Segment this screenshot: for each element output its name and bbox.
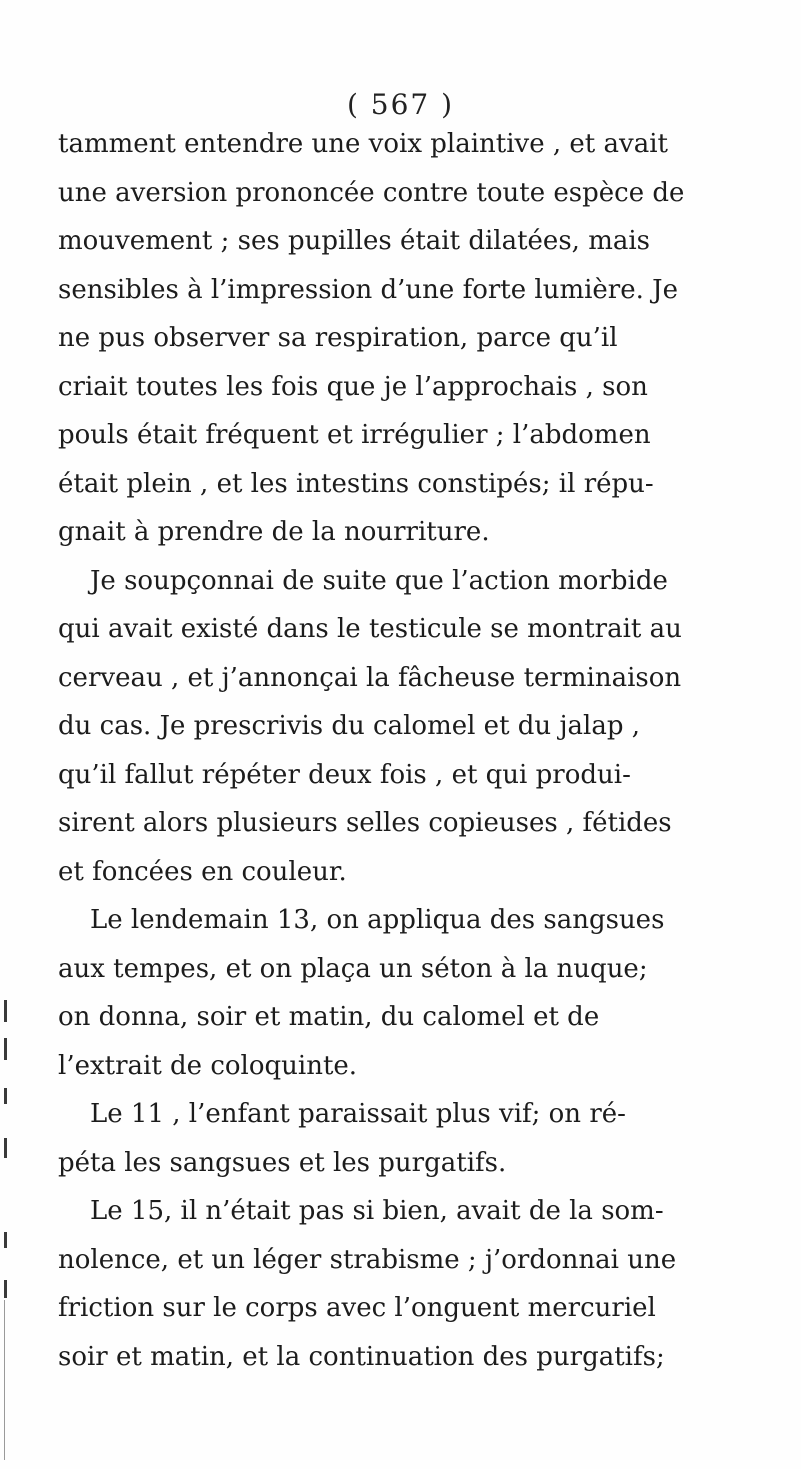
- text-line: gnait à prendre de la nourriture.: [58, 517, 490, 547]
- text-line: du cas. Je prescrivis du calomel et du jalap ,: [58, 711, 640, 741]
- text-line: friction sur le corps avec l’onguent mercuriel: [58, 1293, 656, 1323]
- text-line: sensibles à l’impression d’une forte lumière. Je: [58, 274, 678, 305]
- text-line: pouls était fréquent et irrégulier ; l’abdomen: [58, 420, 651, 450]
- page-edge-mark: [4, 1300, 5, 1460]
- body-text: [58, 120, 768, 1381]
- page-edge-mark: [4, 1280, 7, 1298]
- page-edge-mark: [4, 1138, 7, 1158]
- paragraph-start-line: Le 15, il n’était pas si bien, avait de la som-: [90, 1196, 664, 1226]
- text-line: criait toutes les fois que je l’approchais , son: [58, 371, 648, 402]
- page-edge-mark: [4, 1232, 7, 1248]
- text-line: l’extrait de coloquinte.: [58, 1050, 358, 1081]
- text-line: sirent alors plusieurs selles copieuses , fétides: [58, 808, 672, 838]
- page-edge-mark: [4, 1038, 7, 1060]
- text-line: était plein , et les intestins constipés; il répu-: [58, 468, 654, 499]
- text-line: péta les sangsues et les purgatifs.: [58, 1147, 507, 1178]
- text-line: tamment entendre une voix plaintive , et avait: [58, 129, 668, 159]
- text-line: on donna, soir et matin, du calomel et de: [58, 1002, 600, 1032]
- text-line: mouvement ; ses pupilles était dilatées, mais: [58, 226, 651, 256]
- text-line: aux tempes, et on plaça un séton à la nuque;: [58, 953, 648, 984]
- page-edge-mark: [4, 1000, 7, 1022]
- text-line: ne pus observer sa respiration, parce qu’il: [58, 323, 618, 353]
- paragraph-start-line: Le 11 , l’enfant paraissait plus vif; on ré-: [90, 1099, 626, 1129]
- text-line: nolence, et un léger strabisme ; j’ordonnai une: [58, 1244, 677, 1275]
- page-number: ( 567 ): [346, 88, 455, 121]
- page-edge-mark: [4, 1088, 7, 1104]
- text-line: une aversion prononcée contre toute espèce de: [58, 177, 685, 208]
- paragraph-start-line: Je soupçonnai de suite que l’action morbide: [90, 565, 668, 596]
- text-line: qu’il fallut répéter deux fois , et qui produi-: [58, 759, 631, 790]
- text-line: qui avait existé dans le testicule se montrait au: [58, 614, 682, 644]
- text-line: soir et matin, et la continuation des purgatifs;: [58, 1341, 665, 1372]
- text-line: cerveau , et j’annonçai la fâcheuse terminaison: [58, 662, 682, 693]
- text-line: et foncées en couleur.: [58, 856, 347, 887]
- paragraph-start-line: Le lendemain 13, on appliqua des sangsues: [90, 905, 665, 935]
